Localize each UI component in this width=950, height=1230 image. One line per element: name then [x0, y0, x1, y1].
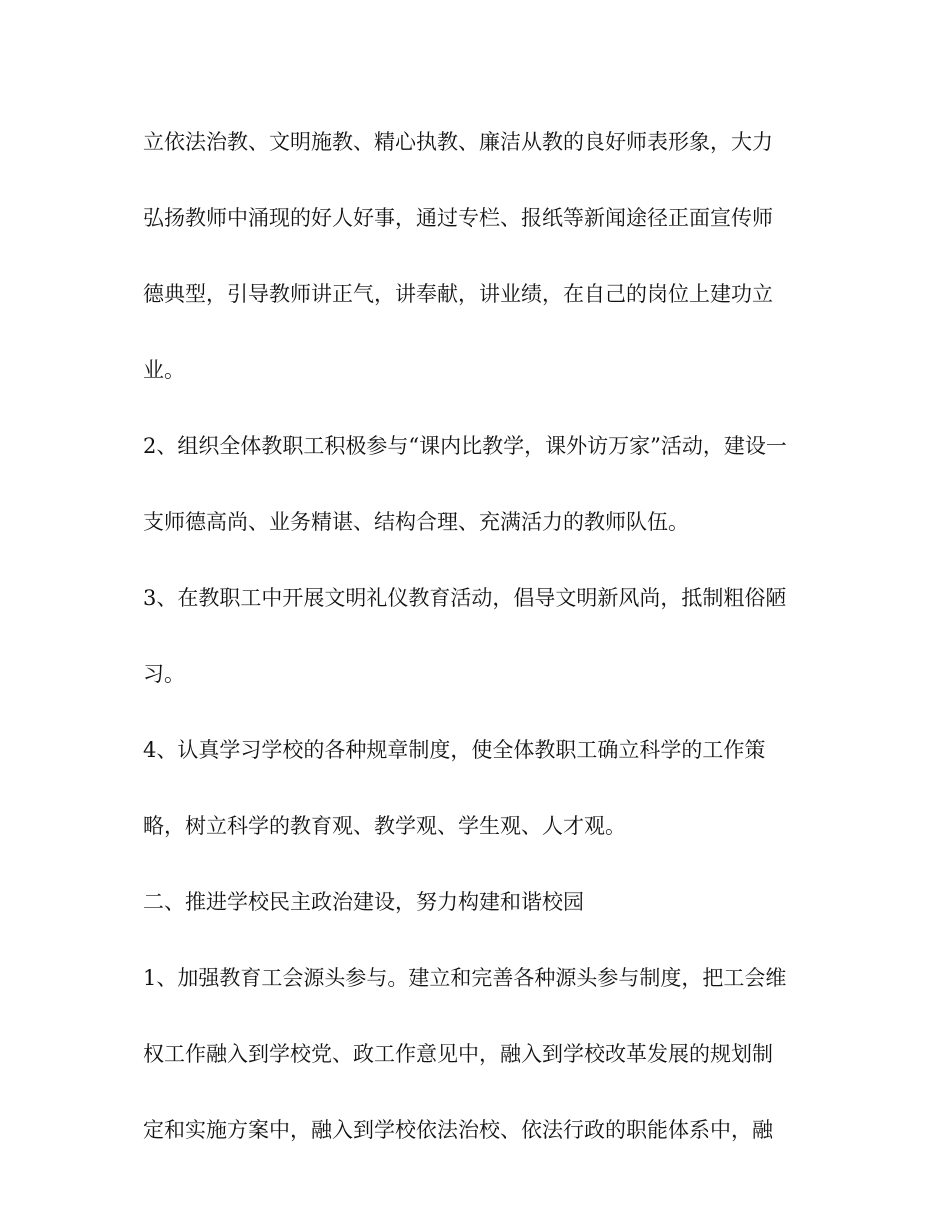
body-line: 支师德高尚、业务精谌、结构合理、充满活力的教师队伍。 [143, 510, 689, 534]
body-line: 定和实施方案中，融入到学校依法治校、依法行政的职能体系中，融 [143, 1118, 773, 1142]
body-line: 弘扬教师中涌现的好人好事，通过专栏、报纸等新闻途径正面宣传师 [143, 206, 773, 230]
document-body [143, 120, 813, 1184]
body-line: 立依法治教、文明施教、精心执教、廉洁从教的良好师表形象，大力 [143, 130, 773, 154]
section-heading: 二、推进学校民主政治建设，努力构建和谐校园 [143, 890, 584, 914]
body-line: 习。 [143, 662, 185, 686]
body-line: 4、认真学习学校的各种规章制度，使全体教职工确立科学的工作策 [143, 738, 766, 762]
body-line: 2、组织全体教职工积极参与“课内比教学，课外访万家”活动，建设一 [143, 434, 787, 458]
body-line: 3、在教职工中开展文明礼仪教育活动，倡导文明新风尚，抵制粗俗陋 [143, 586, 787, 610]
body-line: 业。 [143, 358, 185, 382]
body-line: 权工作融入到学校党、政工作意见中，融入到学校改革发展的规划制 [143, 1042, 773, 1066]
body-line: 德典型，引导教师讲正气，讲奉献，讲业绩，在自己的岗位上建功立 [143, 282, 773, 306]
body-line: 1、加强教育工会源头参与。建立和完善各种源头参与制度，把工会维 [143, 966, 787, 990]
body-line: 略，树立科学的教育观、教学观、学生观、人才观。 [143, 814, 626, 838]
